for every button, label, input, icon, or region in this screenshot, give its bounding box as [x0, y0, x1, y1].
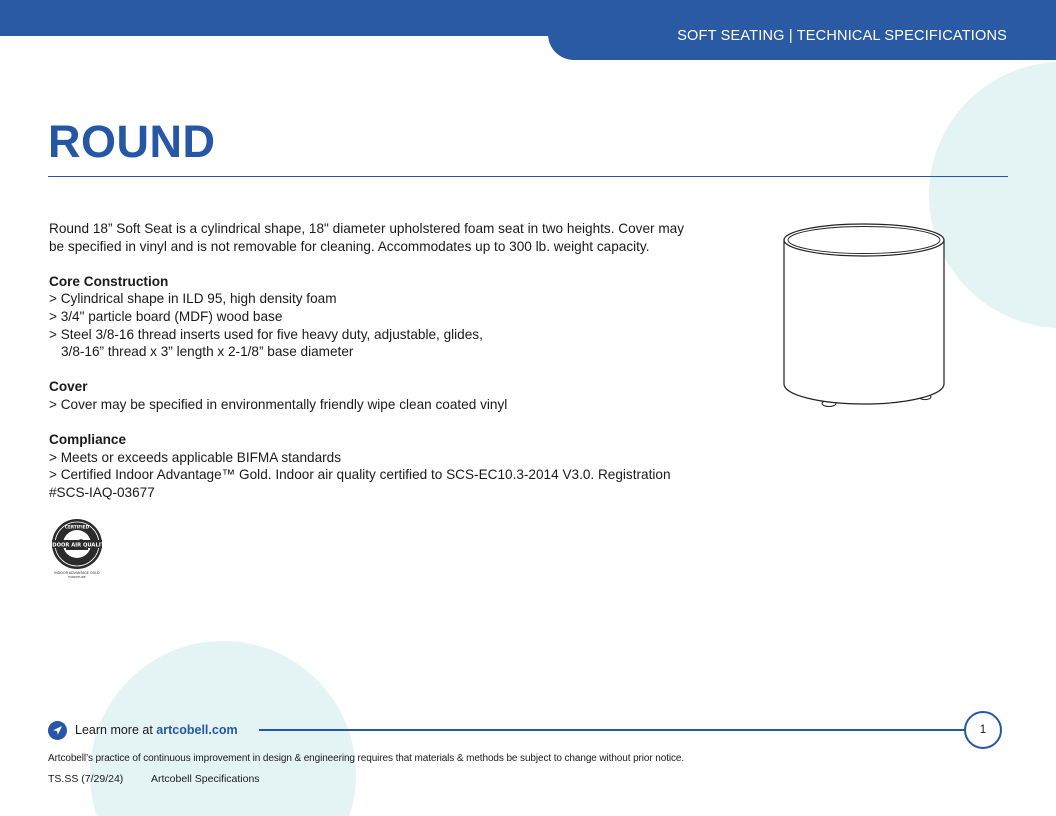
disclaimer-text: Artcobell’s practice of continuous improvement in design & engineering requires that materials & methods be subject to change without prior notice. — [48, 753, 685, 764]
page-number: 1 — [964, 711, 1002, 749]
cover-heading: Cover — [49, 379, 88, 395]
spec-content — [49, 220, 729, 502]
product-illustration — [780, 220, 948, 410]
list-item: > Meets or exceeds applicable BIFMA standards — [49, 449, 342, 465]
list-item: > Cover may be specified in environmentally friendly wipe clean coated vinyl — [49, 396, 508, 412]
background-circle-right — [929, 62, 1056, 328]
page-title: ROUND — [48, 116, 216, 167]
title-divider — [48, 176, 1008, 177]
list-item: > Certified Indoor Advantage™ Gold. Indoor air quality certified to SCS-EC10.3-2014 V3.0. Registration — [49, 467, 671, 483]
badge-top-text: CERTIFIED — [64, 524, 90, 530]
learn-more-prefix: Learn more at — [75, 723, 157, 737]
badge-band-text: INDOOR AIR QUALITY — [50, 542, 106, 549]
navigation-arrow-icon — [48, 721, 67, 740]
list-item: > 3/4" particle board (MDF) wood base — [49, 308, 283, 324]
header-label: SOFT SEATING | TECHNICAL SPECIFICATIONS — [677, 28, 1007, 44]
list-item-continuation: #SCS-IAQ-03677 — [49, 484, 155, 500]
website-link[interactable]: artcobell.com — [156, 723, 238, 737]
intro-line: be specified in vinyl and is not removable for cleaning. Accommodates up to 300 lb. weight capacity. — [49, 238, 650, 254]
list-item: > Steel 3/8-16 thread inserts used for five heavy duty, adjustable, glides, — [49, 326, 483, 342]
certification-seal-icon — [50, 519, 106, 579]
list-item-continuation: 3/8-16” thread x 3” length x 2-1/8” base diameter — [61, 344, 354, 360]
learn-more-text — [75, 723, 238, 737]
compliance-heading: Compliance — [49, 432, 127, 448]
list-item: > Cylindrical shape in ILD 95, high density foam — [49, 291, 337, 307]
document-name: Artcobell Specifications — [151, 773, 260, 785]
core-construction-heading: Core Construction — [49, 273, 169, 289]
badge-caption: INDOOR ADVANTAGE GOLD — [54, 571, 100, 575]
document-code: TS.SS (7/29/24) — [48, 773, 124, 785]
intro-line: Round 18” Soft Seat is a cylindrical shape, 18" diameter upholstered foam seat in two heights. Cover may — [49, 221, 685, 236]
footer-divider — [259, 729, 965, 731]
badge-caption-sub: FURNITURE — [68, 575, 86, 579]
